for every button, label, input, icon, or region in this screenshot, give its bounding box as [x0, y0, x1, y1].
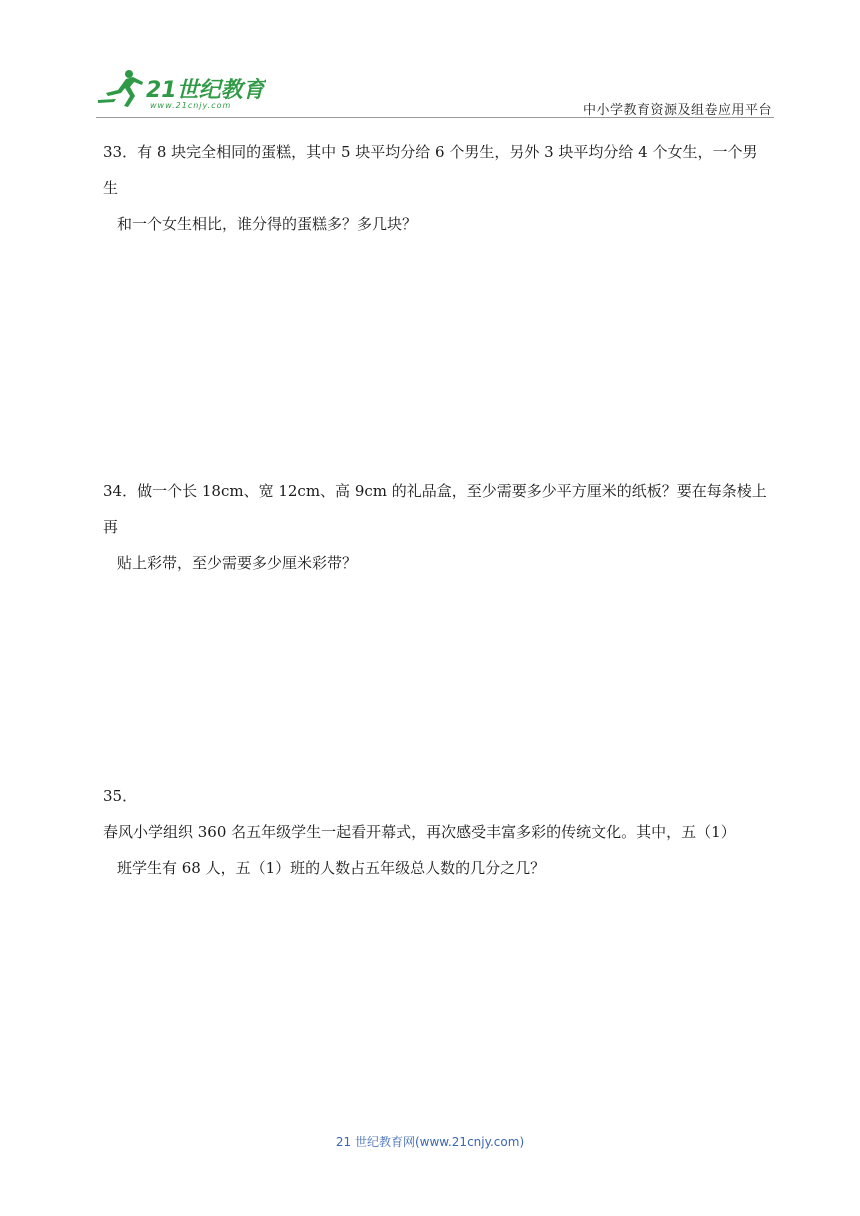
question-33 [103, 134, 768, 242]
page-header [0, 0, 860, 125]
question-number: 33． [103, 143, 138, 161]
question-text-line1: 春风小学组织 360 名五年级学生一起看开幕式，再次感受丰富多彩的传统文化。其中，五（1） [103, 823, 736, 841]
question-number: 34． [103, 482, 138, 500]
question-text-line2: 班学生有 68 人，五（1）班的人数占五年级总人数的几分之几？ [117, 859, 546, 877]
question-text-line2: 贴上彩带，至少需要多少厘米彩带？ [117, 554, 358, 572]
platform-tagline: 中小学教育资源及组卷应用平台 [582, 103, 772, 118]
svg-text:www.21cnjy.com: www.21cnjy.com [150, 101, 232, 110]
question-number: 35． [103, 787, 138, 805]
logo [96, 66, 266, 112]
question-34 [103, 473, 768, 581]
question-text-line1: 有 8 块完全相同的蛋糕，其中 5 块平均分给 6 个男生，另外 3 块平均分给 4 个女生，一个男生 [103, 143, 758, 197]
runner-logo-icon [96, 66, 266, 112]
page-footer: 21 世纪教育网(www.21cnjy.com) [335, 1135, 525, 1149]
question-35 [103, 778, 768, 886]
question-text-line2: 和一个女生相比，谁分得的蛋糕多？多几块？ [117, 215, 418, 233]
question-text-line1: 做一个长 18cm、宽 12cm、高 9cm 的礼品盒，至少需要多少平方厘米的纸板？要在每条棱上再 [103, 482, 767, 536]
header-divider [96, 117, 774, 118]
svg-text:21世纪教育: 21世纪教育 [146, 78, 265, 103]
